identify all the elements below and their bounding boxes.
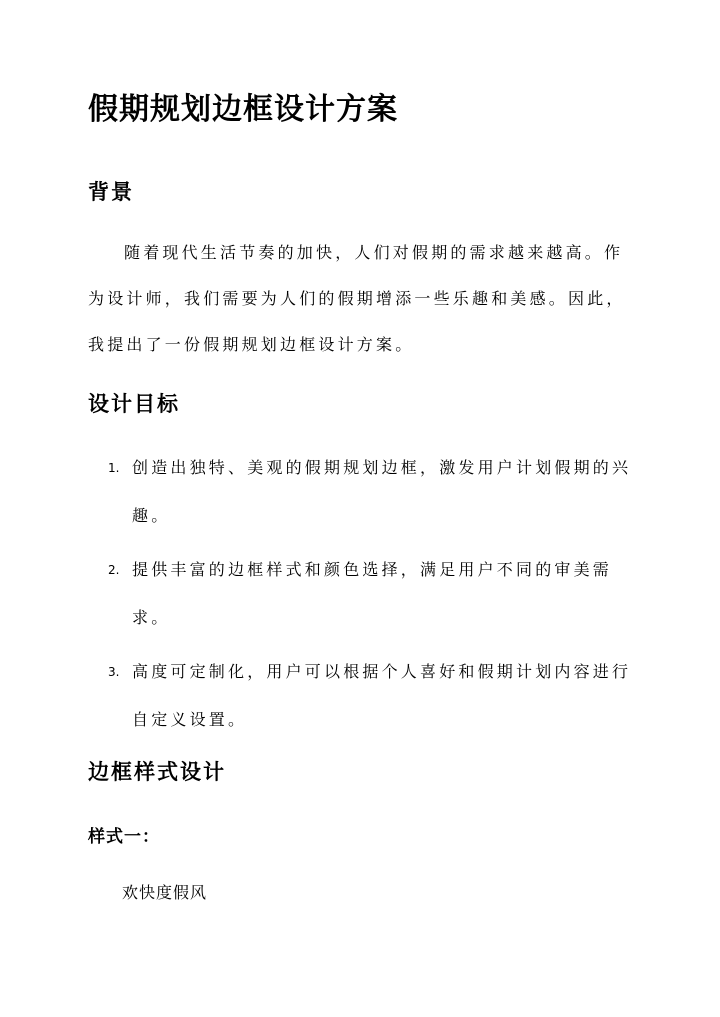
list-item-number: 1. (108, 461, 120, 475)
list-item (88, 648, 636, 744)
list-item (88, 444, 636, 540)
document-title: 假期规划边框设计方案 (88, 92, 398, 127)
list-item-number: 3. (108, 665, 120, 679)
background-paragraph: 随着现代生活节奏的加快，人们对假期的需求越来越高。作为设计师，我们需要为人们的假期增添一些乐趣和美感。因此，我提出了一份假期规划边框设计方案。 (88, 243, 626, 354)
style-one-heading: 样式一： (88, 827, 160, 847)
style-one-text: 欢快度假风 (122, 883, 208, 902)
list-item (88, 546, 636, 642)
list-item-text: 创造出独特、美观的假期规划边框，激发用户计划假期的兴趣。 (132, 458, 632, 525)
list-item-text: 提供丰富的边框样式和颜色选择，满足用户不同的审美需求。 (132, 560, 613, 627)
list-item-text: 高度可定制化，用户可以根据个人喜好和假期计划内容进行自定义设置。 (132, 662, 632, 729)
list-item-number: 2. (108, 563, 120, 577)
goals-list (88, 444, 636, 750)
background-heading: 背景 (88, 179, 134, 204)
style-design-heading: 边框样式设计 (88, 759, 226, 784)
goals-heading: 设计目标 (88, 391, 180, 416)
